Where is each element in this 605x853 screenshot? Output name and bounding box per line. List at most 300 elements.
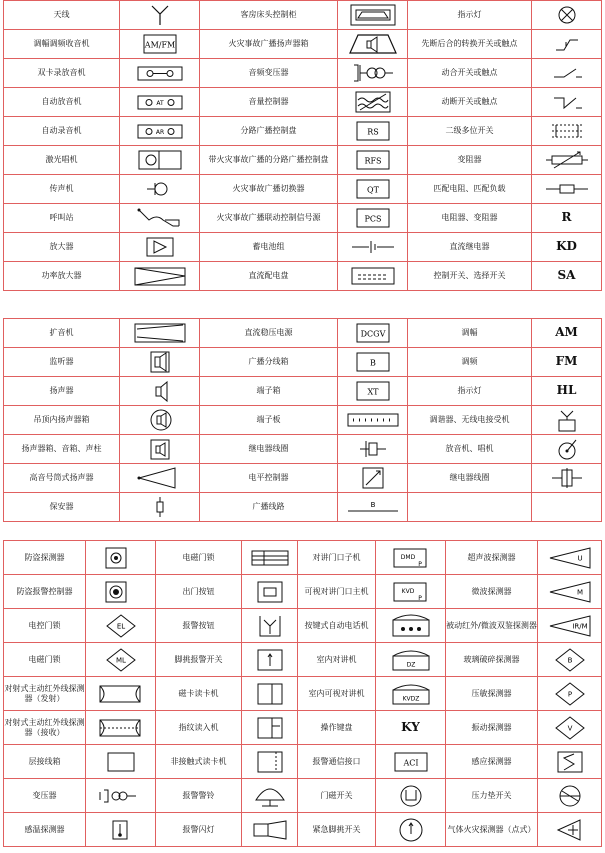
symbol-label: 动合开关或触点 — [408, 59, 532, 88]
cd-player-icon-part — [146, 155, 156, 165]
symbol-label: 非接触式读卡机 — [156, 745, 242, 779]
fire-speaker-box-icon-part — [350, 35, 396, 53]
symbol-label: 指示灯 — [408, 377, 532, 406]
symbol-icon — [338, 493, 408, 522]
symbol-label: 报警闪灯 — [156, 813, 242, 847]
symbol-row — [4, 541, 602, 575]
monitor-speaker-icon — [120, 348, 200, 377]
symbol-label: 自动放音机 — [4, 88, 120, 117]
symbol-label: 继电器线圈 — [408, 464, 532, 493]
symbol-icon — [538, 580, 602, 604]
horn-speaker-icon-part — [139, 468, 175, 488]
symbol-icon — [86, 609, 156, 643]
indicator-lamp-icon — [532, 1, 602, 30]
microphone-icon-part — [155, 183, 167, 195]
symbol-label: 自动录音机 — [4, 117, 120, 146]
dc-panel-icon — [338, 264, 408, 288]
symbol-icon — [376, 677, 446, 711]
symbol-row — [4, 348, 602, 377]
ir-transmitter-icon-part — [100, 686, 140, 702]
symbol-icon — [338, 348, 408, 377]
symbol-row — [4, 30, 602, 59]
symbol-icon-part — [146, 100, 152, 106]
card-reader-icon-part — [258, 684, 282, 704]
loud-amplifier-icon — [120, 319, 200, 348]
symbol-label: 压敏探测器 — [446, 677, 538, 711]
symbol-icon — [538, 614, 602, 638]
symbol-icon — [338, 379, 408, 403]
symbol-label: 电阻器、变阻器 — [408, 204, 532, 233]
cd-player-icon-part — [139, 151, 181, 169]
symbol-icon — [338, 319, 408, 348]
symbol-row — [4, 677, 602, 711]
rheostat-icon — [532, 146, 602, 175]
horn-speaker-icon — [120, 464, 200, 493]
floor-junction-box-icon — [86, 745, 156, 779]
tuner-icon-part — [561, 411, 573, 420]
symbol-table-security — [3, 540, 602, 847]
symbol-icon — [538, 682, 602, 706]
speaker-icon-part — [161, 382, 167, 401]
fingerprint-reader-icon — [242, 716, 298, 740]
symbol-label — [408, 493, 532, 522]
symbol-label: 放大器 — [4, 233, 120, 262]
symbol-icon-part — [146, 129, 152, 135]
symbol-label: 广播线路 — [200, 493, 338, 522]
alarm-controller-icon-part — [113, 589, 119, 595]
symbol-icon-part: DMD — [400, 553, 416, 561]
make-contact-icon-part — [554, 69, 582, 77]
call-station-icon — [120, 204, 200, 233]
symbol-icon-part: IR/M — [572, 622, 588, 630]
volume-control-icon-part — [358, 98, 388, 108]
intrusion-detector-icon-part — [114, 556, 118, 560]
symbol-label: 电磁门锁 — [156, 541, 242, 575]
terminal-board-icon — [338, 408, 408, 432]
terminal-board-icon-part — [348, 414, 398, 426]
door-contact-icon — [376, 779, 446, 813]
strobe-icon — [242, 818, 298, 842]
contactless-reader-icon-part — [258, 752, 282, 772]
symbol-label: 吊顶内扬声器箱 — [4, 406, 120, 435]
alarm-controller-icon — [86, 575, 156, 609]
volume-control-icon-part — [360, 94, 386, 110]
exit-button-icon-part — [264, 588, 276, 596]
loud-amplifier-icon-part — [135, 324, 185, 342]
pressure-mat-icon-part — [560, 791, 580, 801]
symbol-label: 天线 — [4, 1, 120, 30]
fire-speaker-box-icon — [338, 32, 408, 56]
symbol-label: 火灾事故广播切换器 — [200, 175, 338, 204]
symbol-label: 传声机 — [4, 175, 120, 204]
symbol-label: 呼叫站 — [4, 204, 120, 233]
symbol-icon — [338, 495, 408, 519]
horn-speaker-icon-part — [137, 477, 140, 480]
strobe-icon-part — [254, 824, 268, 836]
symbol-label: 紧急脚挑开关 — [298, 813, 376, 847]
level-controller-icon — [338, 464, 408, 493]
symbol-icon-part: AR — [155, 129, 164, 136]
ir-transmitter-icon — [86, 677, 156, 711]
record-player-icon — [532, 435, 602, 464]
symbol-label: 扬声器箱、音箱、声柱 — [4, 435, 120, 464]
symbol-icon — [86, 643, 156, 677]
alarm-bell-icon-part — [262, 800, 278, 806]
symbol-code: SA — [557, 268, 576, 283]
symbol-icon — [120, 30, 200, 59]
emergency-foot-switch-icon — [376, 813, 446, 847]
symbol-icon-part: M — [576, 588, 584, 596]
symbol-icon-part: P — [418, 594, 422, 602]
monitor-speaker-icon-part — [155, 357, 160, 367]
symbol-label: 门磁开关 — [298, 779, 376, 813]
symbol-icon — [338, 175, 408, 204]
break-before-make-icon-part — [556, 40, 578, 50]
symbol-label: 压力垫开关 — [446, 779, 538, 813]
symbol-icon — [376, 648, 446, 672]
loud-amplifier-icon — [125, 321, 195, 345]
symbol-icon — [376, 750, 446, 774]
symbol-label: 对讲门口子机 — [298, 541, 376, 575]
microphone-icon-part — [147, 183, 155, 195]
symbol-icon-part: V — [567, 724, 573, 732]
alarm-button-icon-part — [264, 620, 276, 634]
symbol-code: AM — [555, 325, 578, 340]
break-contact-icon — [532, 90, 602, 114]
symbol-label: 脚挑报警开关 — [156, 643, 242, 677]
relay-coil-icon — [338, 435, 408, 464]
fire-speaker-box-icon-part — [367, 41, 371, 48]
symbol-icon — [538, 716, 602, 740]
symbol-label: 变压器 — [4, 779, 86, 813]
monitor-speaker-icon — [125, 350, 195, 374]
foot-switch-icon-part — [268, 654, 272, 666]
ir-receiver-icon — [86, 711, 156, 745]
symbol-icon — [338, 206, 408, 230]
fingerprint-reader-icon-part — [258, 718, 282, 738]
symbol-label: 指示灯 — [408, 1, 532, 30]
make-contact-icon — [532, 61, 602, 85]
symbol-row — [4, 1, 602, 30]
bedside-panel-icon-part — [358, 12, 388, 18]
audio-transformer-icon — [338, 59, 408, 88]
symbol-label: 扩音机 — [4, 319, 120, 348]
symbol-label: 双卡录放音机 — [4, 59, 120, 88]
matching-resistor-icon — [532, 175, 602, 204]
symbol-table-broadcast — [3, 0, 602, 291]
level-controller-icon — [338, 466, 408, 490]
symbol-icon — [532, 493, 602, 522]
symbol-icon — [338, 321, 408, 345]
symbol-row — [4, 204, 602, 233]
symbol-label: 感温探测器 — [4, 813, 86, 847]
microphone-icon — [125, 177, 195, 201]
emergency-foot-switch-icon — [376, 818, 446, 842]
symbol-label: 室内可视对讲机 — [298, 677, 376, 711]
bedside-panel-icon — [338, 3, 408, 27]
symbol-label: 防盗报警控制器 — [4, 575, 86, 609]
card-reader-icon — [242, 677, 298, 711]
protector-icon — [120, 493, 200, 522]
keypad-phone-icon — [376, 614, 446, 638]
speaker-icon-part — [156, 387, 161, 396]
symbol-table-audio — [3, 318, 602, 522]
power-amplifier-icon — [120, 262, 200, 291]
symbol-icon — [532, 319, 602, 348]
symbol-label: 操作键盘 — [298, 711, 376, 745]
symbol-row — [4, 575, 602, 609]
audio-transformer-icon — [338, 61, 408, 85]
intrusion-detector-icon — [86, 546, 156, 570]
symbol-icon — [532, 348, 602, 377]
symbol-row — [4, 175, 602, 204]
symbol-icon-part: B — [370, 358, 376, 368]
speaker-box-icon — [120, 435, 200, 464]
symbol-icon — [125, 32, 195, 56]
call-station-icon-part — [139, 210, 179, 226]
symbol-row — [4, 262, 602, 291]
contactless-reader-icon — [242, 745, 298, 779]
symbol-icon — [120, 117, 200, 146]
double-cassette-icon-part — [167, 71, 173, 77]
symbol-icon — [338, 119, 408, 143]
gas-detector-icon-part — [568, 825, 578, 835]
symbol-icon — [532, 204, 602, 233]
symbol-code: KY — [401, 719, 420, 734]
microphone-icon — [120, 175, 200, 204]
break-contact-icon — [532, 88, 602, 117]
symbol-label: 保安器 — [4, 493, 120, 522]
symbol-label: 音量控制器 — [200, 88, 338, 117]
battery-icon — [338, 235, 408, 259]
induction-detector-icon — [538, 745, 602, 779]
symbol-label: 直流继电器 — [408, 233, 532, 262]
keypad-phone-icon-part — [393, 615, 429, 620]
symbol-label: 匹配电阻、匹配负载 — [408, 175, 532, 204]
symbol-row — [4, 377, 602, 406]
symbol-row — [4, 464, 602, 493]
symbol-label: 继电器线圈 — [200, 435, 338, 464]
exit-button-icon — [242, 580, 298, 604]
fingerprint-reader-icon — [242, 711, 298, 745]
symbol-label: 报警警铃 — [156, 779, 242, 813]
symbol-icon — [376, 575, 446, 609]
magnetic-lock-icon — [242, 546, 298, 570]
symbol-label: 报警通信接口 — [298, 745, 376, 779]
symbol-row — [4, 59, 602, 88]
symbol-label: 可视对讲门口主机 — [298, 575, 376, 609]
symbol-label: 先断后合的转换开关或触点 — [408, 30, 532, 59]
symbol-icon — [376, 745, 446, 779]
speaker-box-icon-part — [160, 443, 165, 456]
symbol-icon — [338, 177, 408, 201]
symbol-label: 超声波探测器 — [446, 541, 538, 575]
strobe-icon — [242, 813, 298, 847]
symbol-icon-part: KVD — [401, 587, 415, 595]
symbol-icon — [538, 575, 602, 609]
power-amplifier-icon — [125, 264, 195, 288]
symbol-row — [4, 493, 602, 522]
symbol-label: 被动红外/微波双鉴探测器 — [446, 609, 538, 643]
volume-control-icon — [338, 88, 408, 117]
bedside-panel-icon-part — [351, 5, 395, 25]
symbol-label: 高音号筒式扬声器 — [4, 464, 120, 493]
symbol-label: 气体火灾探测器（点式） — [446, 813, 538, 847]
strobe-icon-part — [268, 821, 286, 839]
amplifier-icon — [120, 233, 200, 262]
relay-coil-2-icon — [532, 464, 602, 493]
relay-coil-icon-part — [369, 443, 377, 455]
magnetic-lock-icon — [242, 541, 298, 575]
emergency-foot-switch-icon-part — [409, 823, 413, 834]
symbol-row — [4, 643, 602, 677]
dc-panel-icon — [338, 262, 408, 291]
symbol-label: 电磁门锁 — [4, 643, 86, 677]
symbol-icon-part: PCS — [364, 214, 382, 224]
alarm-controller-icon — [86, 580, 156, 604]
symbol-row — [4, 406, 602, 435]
exit-button-icon-part — [258, 582, 282, 602]
symbol-icon-part: U — [577, 554, 583, 562]
symbol-row — [4, 435, 602, 464]
two-level-switch-icon — [532, 119, 602, 143]
tuner-icon-part — [559, 420, 575, 431]
symbol-icon-part: ACI — [403, 758, 419, 767]
symbol-label: 对射式主动红外线探测器（发射） — [4, 677, 86, 711]
symbol-label: 火灾事故广播扬声器箱 — [200, 30, 338, 59]
symbol-icon-part: RFS — [364, 156, 382, 166]
pressure-mat-icon — [538, 779, 602, 813]
two-level-switch-icon — [532, 117, 602, 146]
call-station-icon — [125, 206, 195, 230]
symbol-label: 直流配电盘 — [200, 262, 338, 291]
symbol-icon — [538, 541, 602, 575]
symbol-label: 感应探测器 — [446, 745, 538, 779]
foot-switch-icon — [242, 648, 298, 672]
symbol-icon — [89, 614, 153, 638]
symbol-icon — [376, 580, 446, 604]
symbol-row — [4, 233, 602, 262]
symbol-icon-part: ML — [115, 656, 126, 664]
matching-resistor-icon-part — [560, 185, 574, 193]
symbol-icon — [376, 711, 446, 745]
symbol-label: 调幅 — [408, 319, 532, 348]
symbol-icon — [538, 643, 602, 677]
intrusion-detector-icon — [86, 541, 156, 575]
symbol-icon-part: P — [418, 560, 422, 568]
break-before-make-icon — [532, 32, 602, 56]
break-before-make-icon — [532, 30, 602, 59]
transformer-icon-part — [100, 790, 108, 802]
symbol-label: 蓄电池组 — [200, 233, 338, 262]
symbol-icon — [120, 88, 200, 117]
symbol-icon-part — [168, 129, 174, 135]
battery-icon — [338, 233, 408, 262]
symbol-row — [4, 745, 602, 779]
symbol-code: HL — [556, 383, 577, 398]
alarm-bell-icon — [242, 784, 298, 808]
symbol-icon — [125, 90, 195, 114]
indicator-lamp-icon — [532, 3, 602, 27]
audio-transformer-icon-part — [354, 65, 360, 81]
symbol-icon — [532, 377, 602, 406]
symbol-label: 电平控制器 — [200, 464, 338, 493]
call-station-icon-part — [137, 209, 140, 212]
symbol-label: 客房床头控制柜 — [200, 1, 338, 30]
symbol-icon — [376, 546, 446, 570]
keypad-phone-icon-part — [409, 627, 413, 631]
cd-player-icon — [120, 146, 200, 175]
alarm-button-icon — [242, 609, 298, 643]
fingerprint-reader-icon-part — [272, 718, 280, 738]
ceiling-speaker-icon — [120, 406, 200, 435]
rheostat-icon — [532, 148, 602, 172]
symbol-row — [4, 609, 602, 643]
double-cassette-icon-part — [147, 71, 153, 77]
keypad-phone-icon — [376, 609, 446, 643]
volume-control-icon — [338, 90, 408, 114]
amplifier-icon-part — [147, 238, 173, 256]
magnetic-lock-icon-part — [252, 551, 288, 565]
floor-junction-box-icon-part — [108, 753, 134, 771]
symbol-icon — [338, 148, 408, 172]
ceiling-speaker-icon-part — [161, 413, 166, 427]
symbol-label: 电控门锁 — [4, 609, 86, 643]
symbol-label: 调谐器、无线电接受机 — [408, 406, 532, 435]
antenna-icon — [120, 1, 200, 30]
symbol-label: 扬声器 — [4, 377, 120, 406]
symbol-icon-part — [550, 582, 590, 602]
floor-junction-box-icon — [86, 750, 156, 774]
symbol-label: 调频 — [408, 348, 532, 377]
two-level-switch-icon-part — [556, 125, 578, 137]
symbol-code: KD — [556, 239, 577, 254]
symbol-label: 玻璃破碎探测器 — [446, 643, 538, 677]
battery-icon-part — [352, 241, 394, 253]
bedside-panel-icon — [338, 1, 408, 30]
relay-coil-2-icon — [532, 466, 602, 490]
alarm-bell-icon-part — [256, 789, 284, 800]
symbol-label: 动断开关或触点 — [408, 88, 532, 117]
symbol-icon — [376, 682, 446, 706]
amplifier-icon-part — [154, 241, 166, 253]
relay-coil-2-icon-part — [552, 468, 582, 488]
monitor-speaker-icon-part — [160, 353, 166, 371]
dc-panel-icon-part — [352, 268, 394, 284]
symbol-label: 对射式主动红外线探测器（接收） — [4, 711, 86, 745]
symbol-label: 功率放大器 — [4, 262, 120, 291]
speaker-icon — [120, 377, 200, 406]
ir-receiver-icon — [86, 716, 156, 740]
door-contact-icon — [376, 784, 446, 808]
amplifier-icon — [125, 235, 195, 259]
fire-speaker-box-icon — [338, 30, 408, 59]
symbol-row — [4, 779, 602, 813]
symbol-icon — [376, 541, 446, 575]
symbol-row — [4, 117, 602, 146]
symbol-label: 振动探测器 — [446, 711, 538, 745]
tuner-icon — [532, 408, 602, 432]
symbol-label: 微波探测器 — [446, 575, 538, 609]
symbol-icon-part: XT — [367, 387, 379, 397]
symbol-icon — [338, 204, 408, 233]
symbol-label: 端子箱 — [200, 377, 338, 406]
induction-detector-icon-part — [564, 754, 574, 770]
symbol-icon-part — [393, 685, 429, 690]
rheostat-icon-part — [554, 152, 580, 168]
symbol-icon — [338, 146, 408, 175]
symbol-icon-part: B — [567, 656, 573, 664]
